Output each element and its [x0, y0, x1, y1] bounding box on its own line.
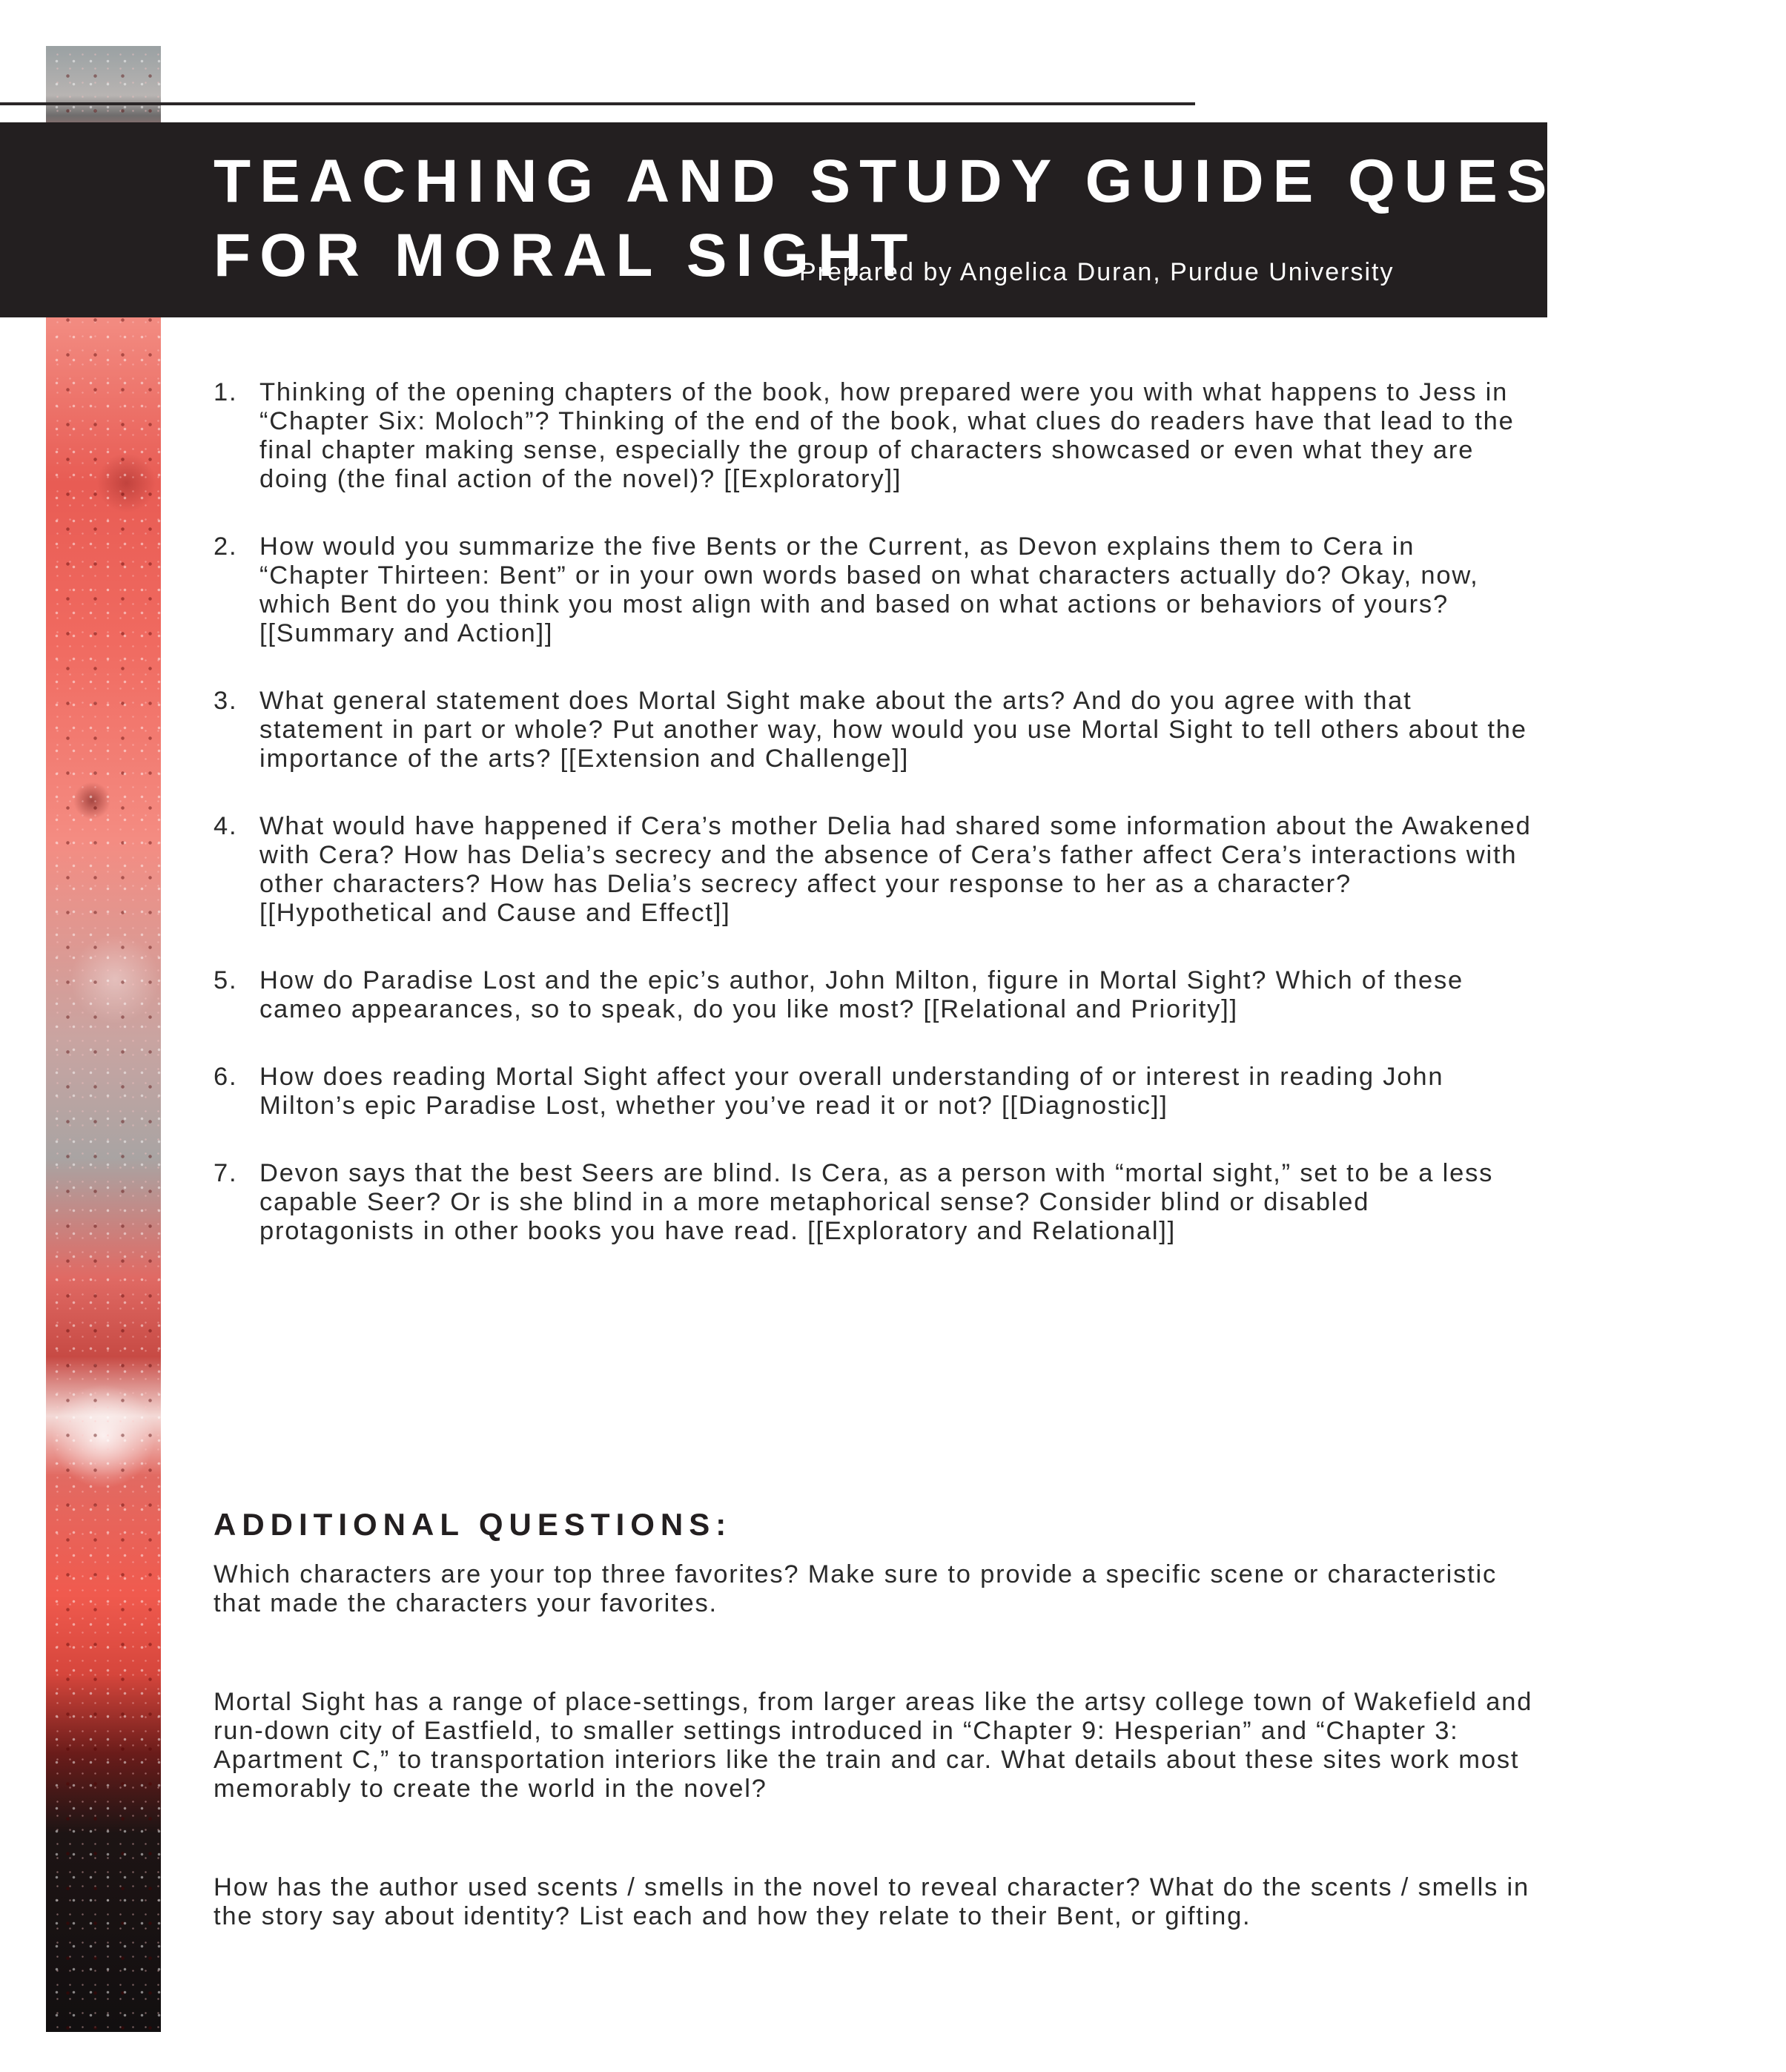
- question-text: How would you summarize the five Bents or the Current, as Devon explains them to Cera in “Chapter Thirteen: Bent” or in your own words based on what characters actually do? Okay, now, which Bent do you think you most align with and based on what actions or behaviors of yours? [[Summary and Action]]: [259, 532, 1479, 647]
- question-number: 1.: [214, 378, 238, 406]
- question-text: How does reading Mortal Sight affect your overall understanding of or interest in reading John Milton’s epic Paradise Lost, whether you’ve read it or not? [[Diagnostic]]: [259, 1063, 1444, 1120]
- additional-questions-heading: ADDITIONAL QUESTIONS:: [214, 1507, 732, 1542]
- decorative-side-image: [46, 46, 161, 2032]
- additional-question-3: How has the author used scents / smells in the novel to reveal character? What do the scents / smells in the story say about identity? List each and how they relate to their Bent, or gifting.: [214, 1873, 1529, 1930]
- question-text: How do Paradise Lost and the epic’s author, John Milton, figure in Mortal Sight? Which of these cameo appearances, so to speak, do you like most? [[Relational and Priority]]: [259, 966, 1464, 1023]
- question-text: What general statement does Mortal Sight make about the arts? And do you agree with that statement in part or whole? Put another way, how would you use Mortal Sight to tell others about the importance of the arts? [[Extension and Challenge]]: [259, 687, 1527, 773]
- question-text: Devon says that the best Seers are blind. Is Cera, as a person with “mortal sight,” set to be a less capable Seer? Or is she blind in a more metaphorical sense? Consider blind or disabled protagonists in other books you have read. [[Exploratory and Relational]]: [259, 1159, 1494, 1245]
- additional-question-2: Mortal Sight has a range of place-settings, from larger areas like the artsy college town of Wakefield and run-down city of Eastfield, to smaller settings introduced in “Chapter 9: Hesperian” and “Chapter 3: Apartment C,” to transportation interiors like the train and car. What details about these sites work most memorably to create the world in the novel?: [214, 1688, 1533, 1803]
- question-text: Thinking of the opening chapters of the book, how prepared were you with what happens to Jess in “Chapter Six: Moloch”? Thinking of the end of the book, what clues do readers have that lead to the final chapter making sense, especially the group of characters showcased or even what they are doing (the final action of the novel)? [[Exploratory]]: [259, 378, 1515, 493]
- page-subtitle: Prepared by Angelica Duran, Purdue University: [799, 258, 1395, 286]
- question-number: 4.: [214, 812, 238, 840]
- question-item: [214, 378, 1533, 494]
- question-number: 6.: [214, 1063, 238, 1091]
- question-item: [214, 966, 1533, 1024]
- question-number: 7.: [214, 1159, 238, 1187]
- title-line-1: TEACHING AND STUDY GUIDE QUESTIONS: [214, 148, 1786, 215]
- additional-question-1: Which characters are your top three favorites? Make sure to provide a specific scene or characteristic that made the characters your favorites.: [214, 1560, 1498, 1617]
- question-item: [214, 1159, 1533, 1246]
- question-item: [214, 812, 1533, 928]
- question-item: [214, 1063, 1533, 1121]
- question-text: What would have happened if Cera’s mother Delia had shared some information about the Awakened with Cera? How has Delia’s secrecy and the absence of Cera’s father affect Cera’s interactions with other characters? How has Delia’s secrecy affect your response to her as a character? [[Hypothetical and Cause and Effect]]: [259, 812, 1532, 927]
- question-number: 3.: [214, 687, 238, 715]
- question-list: [214, 378, 1533, 1246]
- question-number: 5.: [214, 966, 238, 994]
- question-item: [214, 532, 1533, 648]
- question-number: 2.: [214, 532, 238, 561]
- question-item: [214, 687, 1533, 773]
- top-rule: [0, 102, 1195, 105]
- title-line-2: FOR MORAL SIGHT: [214, 222, 917, 289]
